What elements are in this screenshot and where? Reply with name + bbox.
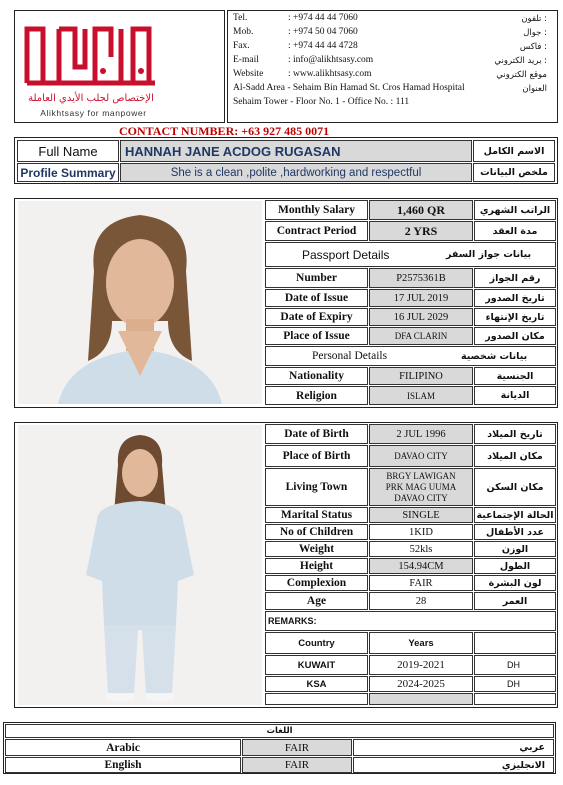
religion-ar: الديانة	[474, 386, 556, 405]
remarks-row-1-note: DH	[474, 676, 556, 692]
passport-header	[265, 242, 556, 267]
weight-ar: الوزن	[474, 541, 556, 557]
expiry-date-value: 16 JUL 2029	[369, 308, 473, 326]
age-ar: العمر	[474, 592, 556, 610]
fax-ar: : فاكس	[519, 42, 547, 52]
tel-label: Tel.	[233, 13, 248, 23]
full-name-label: Full Name	[17, 140, 119, 162]
passport-title-ar: بيانات جواز السفر	[446, 249, 532, 260]
complexion-label: Complexion	[265, 575, 368, 591]
passport-number-value: P2575361B	[369, 268, 473, 288]
address-ar: العنوان	[522, 84, 547, 94]
language-row-0-level: FAIR	[242, 739, 352, 756]
nationality-value: FILIPINO	[369, 367, 473, 385]
children-value: 1KID	[369, 524, 473, 540]
remarks-years-header: Years	[369, 632, 473, 654]
height-ar: الطول	[474, 558, 556, 574]
period-label: Contract Period	[265, 221, 368, 241]
dob-label: Date of Birth	[265, 424, 368, 444]
salary-label: Monthly Salary	[265, 200, 368, 220]
salary-value: 1,460 QR	[369, 200, 473, 220]
religion-label: Religion	[265, 386, 368, 405]
height-value: 154.94CM	[369, 558, 473, 574]
mob-value: : +974 50 04 7060	[288, 27, 358, 37]
passport-number-ar: رقم الجواز	[474, 268, 556, 288]
mob-ar: : جوال	[523, 28, 547, 38]
remarks-row-0-note: DH	[474, 655, 556, 675]
company-logo	[21, 17, 161, 89]
children-label: No of Children	[265, 524, 368, 540]
web-value[interactable]: : www.alikhtsasy.com	[288, 69, 372, 79]
passport-number-label: Number	[265, 268, 368, 288]
marital-label: Marital Status	[265, 507, 368, 523]
personal-title: Personal Details	[312, 350, 388, 362]
email-ar: : بريد الكتروني	[494, 56, 547, 66]
summary-value: She is a clean ,polite ,hardworking and respectful	[120, 163, 472, 182]
remarks-row-1-country: KSA	[265, 676, 368, 692]
salary-ar: الراتب الشهري	[474, 200, 556, 220]
pob-ar: مكان الميلاد	[474, 445, 556, 467]
remarks-row-2-country	[265, 693, 368, 705]
email-value[interactable]: : info@alikhtsasy.com	[288, 55, 374, 65]
place-of-issue-label: Place of Issue	[265, 327, 368, 345]
marital-ar: الحالة الإجتماعية	[474, 507, 556, 523]
personal-title-ar: بيانات شخصية	[461, 350, 528, 362]
mob-label: Mob.	[233, 27, 254, 37]
weight-value: 52kls	[369, 541, 473, 557]
contact-number: CONTACT NUMBER: +63 927 485 0071	[119, 124, 330, 138]
issue-date-label: Date of Issue	[265, 289, 368, 307]
remarks-row-0-country: KUWAIT	[265, 655, 368, 675]
children-ar: عدد الأطفال	[474, 524, 556, 540]
expiry-date-label: Date of Expiry	[265, 308, 368, 326]
pob-value: DAVAO CITY	[369, 445, 473, 467]
header-logo-box	[14, 10, 225, 123]
summary-ar: ملخص البيانات	[473, 163, 555, 182]
language-row-1-level: FAIR	[242, 757, 352, 773]
applicant-portrait-photo	[18, 201, 262, 404]
expiry-date-ar: تاريخ الإنتهاء	[474, 308, 556, 326]
living-town-label: Living Town	[265, 468, 368, 506]
remarks-row-2-years	[369, 693, 473, 705]
place-of-issue-value: DFA CLARIN	[369, 327, 473, 345]
fax-value: : +974 44 44 4728	[288, 41, 358, 51]
header-contact-box	[227, 10, 558, 123]
nationality-ar: الجنسية	[474, 367, 556, 385]
height-label: Height	[265, 558, 368, 574]
language-row-1-name: English	[5, 757, 241, 773]
full-name-value: HANNAH JANE ACDOG RUGASAN	[120, 140, 472, 162]
pob-label: Place of Birth	[265, 445, 368, 467]
period-value: 2 YRS	[369, 221, 473, 241]
remarks-label: REMARKS:	[265, 611, 556, 631]
nationality-label: Nationality	[265, 367, 368, 385]
address-line2: Sehaim Tower - Floor No. 1 - Office No. : 111	[233, 97, 410, 107]
remarks-row-0-years: 2019-2021	[369, 655, 473, 675]
remarks-header-blank	[474, 632, 556, 654]
passport-title: Passport Details	[302, 247, 390, 262]
languages-title-ar: اللغات	[5, 724, 554, 738]
age-label: Age	[265, 592, 368, 610]
fax-label: Fax.	[233, 41, 250, 51]
personal-header	[265, 346, 556, 366]
dob-ar: تاريخ الميلاد	[474, 424, 556, 444]
weight-label: Weight	[265, 541, 368, 557]
issue-date-value: 17 JUL 2019	[369, 289, 473, 307]
tel-ar: : تلفون	[521, 14, 547, 24]
age-value: 28	[369, 592, 473, 610]
full-name-ar: الاسم الكامل	[473, 140, 555, 162]
period-ar: مدة العقد	[474, 221, 556, 241]
complexion-value: FAIR	[369, 575, 473, 591]
remarks-row-2-note	[474, 693, 556, 705]
address-line1: Al-Sadd Area - Sehaim Bin Hamad St. Cros Hamad Hospital	[233, 83, 465, 93]
place-of-issue-ar: مكان الصدور	[474, 327, 556, 345]
marital-value: SINGLE	[369, 507, 473, 523]
religion-value: ISLAM	[369, 386, 473, 405]
web-label: Website	[233, 69, 264, 79]
complexion-ar: لون البشرة	[474, 575, 556, 591]
company-tagline-ar: الإختصاص لجلب الأيدي العاملة	[28, 93, 154, 104]
company-tagline-en: Alikhtsasy for manpower	[40, 108, 147, 118]
language-row-0-ar: عربي	[353, 739, 554, 756]
issue-date-ar: تاريخ الصدور	[474, 289, 556, 307]
remarks-row-1-years: 2024-2025	[369, 676, 473, 692]
living-town-value: BRGY LAWIGAN PRK MAG UUMA DAVAO CITY	[369, 468, 473, 506]
email-label: E-mail	[233, 55, 259, 65]
remarks-country-header: Country	[265, 632, 368, 654]
language-row-0-name: Arabic	[5, 739, 241, 756]
web-ar: موقع الكتروني	[496, 70, 547, 80]
language-row-1-ar: الانجليزي	[353, 757, 554, 773]
applicant-full-body-photo	[18, 425, 262, 705]
summary-label: Profile Summary	[17, 163, 119, 182]
living-town-ar: مكان السكن	[474, 468, 556, 506]
dob-value: 2 JUL 1996	[369, 424, 473, 444]
tel-value: : +974 44 44 7060	[288, 13, 358, 23]
